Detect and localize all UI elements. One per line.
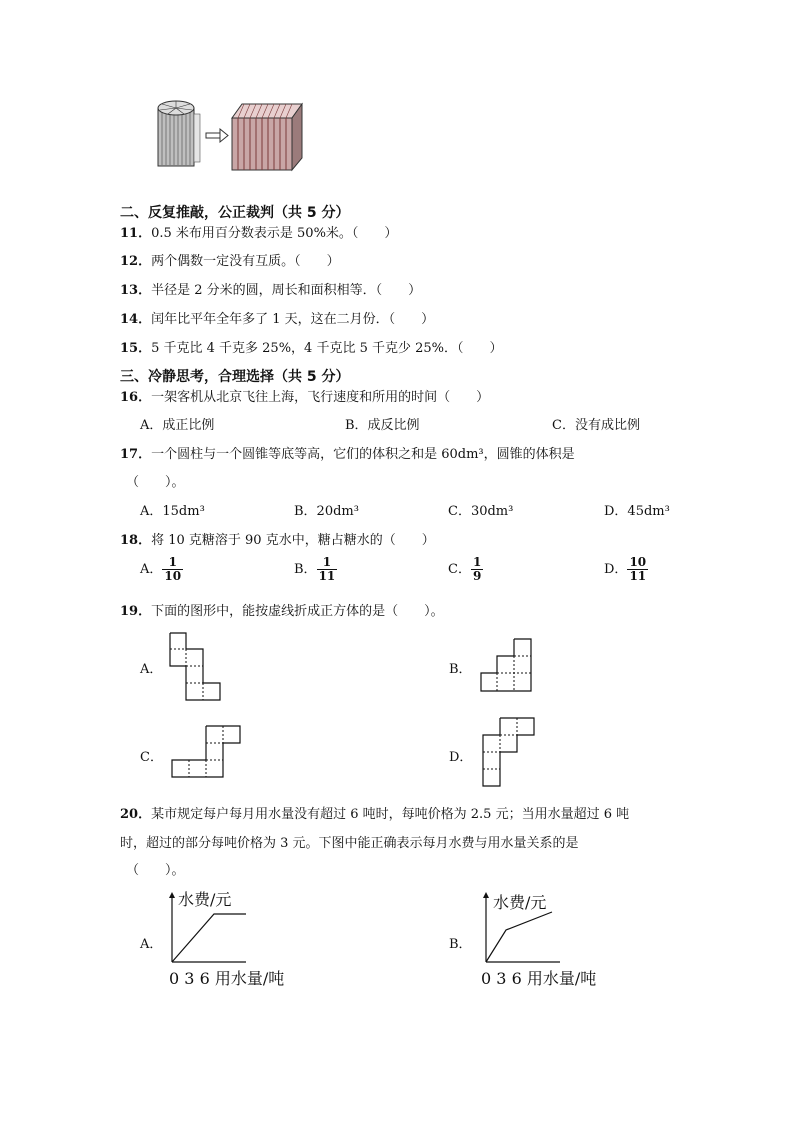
- question-number: 17．: [120, 447, 152, 462]
- denominator: 11: [629, 569, 647, 583]
- cube-net-c: [170, 724, 244, 780]
- q18-option-d: [604, 556, 648, 583]
- q17-option-c: C．30dm³: [448, 504, 514, 519]
- graph-a-ylabel: 水费/元: [178, 890, 232, 909]
- q19-label-d: D．: [449, 750, 473, 765]
- q19-label-b: B．: [449, 662, 472, 677]
- graph-b-line: [486, 912, 552, 962]
- tick-label: 0: [481, 969, 492, 988]
- tick-label: 3: [184, 969, 195, 988]
- tick-label: 3: [496, 969, 507, 988]
- cube-net-d: [481, 716, 537, 790]
- option-label: B．: [294, 562, 317, 577]
- question-17-blank: （ ）。: [126, 475, 185, 490]
- section3-heading: 三、冷静思考，合理选择（共 5 分）: [120, 369, 350, 385]
- cube-net-a: [168, 631, 224, 703]
- graph-a: [166, 892, 256, 967]
- question-16: [120, 386, 489, 405]
- question-14: [120, 308, 434, 327]
- question-20: [120, 803, 629, 822]
- q18-option-c: [448, 556, 483, 583]
- question-text: 某市规定每户每月用水量没有超过 6 吨时，每吨价格为 2.5 元；当用水量超过 6 吨: [151, 807, 630, 822]
- question-text: 下面的图形中，能按虚线折成正方体的是（ ）。: [151, 604, 444, 619]
- question-text: 闰年比平年全年多了 1 天，这在二月份．（ ）: [151, 312, 435, 327]
- graph-a-xlabel: 用水量/吨: [214, 969, 285, 988]
- question-12: [120, 250, 340, 269]
- question-number: 20．: [120, 807, 152, 822]
- denominator: 10: [164, 569, 182, 583]
- question-17: [120, 443, 575, 462]
- option-label: A．: [140, 562, 163, 577]
- question-text: 半径是 2 分米的圆，周长和面积相等．（ ）: [151, 283, 422, 298]
- denominator: 9: [472, 569, 482, 583]
- question-18: [120, 529, 435, 548]
- question-number: 16．: [120, 390, 152, 405]
- denominator: 11: [318, 569, 336, 583]
- question-text: 两个偶数一定没有互质。（ ）: [151, 254, 340, 269]
- question-number: 15．: [120, 341, 152, 356]
- graph-b: [480, 892, 570, 967]
- cuboid-icon: [232, 104, 302, 170]
- numerator: 10: [629, 555, 647, 569]
- q18-option-a: [140, 556, 183, 583]
- q17-option-b: B．20dm³: [294, 504, 359, 519]
- question-text: 0.5 米布用百分数表示是 50%米。（ ）: [151, 226, 398, 241]
- option-label: C．: [448, 562, 471, 577]
- arrow-right-icon: [206, 129, 228, 142]
- fraction: [317, 556, 338, 583]
- cylinder-to-cuboid-figure: [150, 98, 310, 173]
- question-number: 12．: [120, 254, 152, 269]
- numerator: 1: [472, 555, 482, 569]
- question-15: [120, 337, 503, 356]
- section2-heading: 二、反复推敲，公正裁判（共 5 分）: [120, 205, 350, 221]
- numerator: 1: [317, 556, 338, 570]
- question-number: 19．: [120, 604, 152, 619]
- q20-label-a: A．: [140, 937, 163, 952]
- option-label: D．: [604, 562, 628, 577]
- q17-option-a: A．15dm³: [140, 504, 205, 519]
- question-text: 一个圆柱与一个圆锥等底等高，它们的体积之和是 60dm³，圆锥的体积是: [151, 447, 575, 462]
- q19-label-c: C．: [140, 750, 163, 765]
- question-number: 14．: [120, 312, 152, 327]
- question-20-blank: （ ）。: [126, 863, 185, 878]
- fraction: [627, 556, 648, 583]
- tick-label: 0: [169, 969, 180, 988]
- q16-option-c: C．没有成比例: [552, 418, 640, 433]
- q18-option-b: [294, 556, 337, 583]
- question-number: 11．: [120, 226, 152, 241]
- tick-label: 6: [199, 969, 210, 988]
- question-text: 5 千克比 4 千克多 25%，4 千克比 5 千克少 25%．（ ）: [151, 341, 503, 356]
- numerator: 1: [162, 556, 183, 570]
- tick-label: 6: [511, 969, 522, 988]
- cube-net-b: [479, 637, 535, 693]
- question-number: 13．: [120, 283, 152, 298]
- graph-b-ylabel: 水费/元: [493, 893, 547, 912]
- graph-a-xaxis: [169, 966, 284, 989]
- question-13: [120, 279, 421, 298]
- q17-option-d: D．45dm³: [604, 504, 670, 519]
- cylinder-icon: [158, 101, 200, 166]
- graph-b-xaxis: [481, 966, 596, 989]
- fraction: [471, 556, 483, 583]
- question-20-line2: 时，超过的部分每吨价格为 3 元。下图中能正确表示每月水费与用水量关系的是: [120, 836, 579, 851]
- question-11: [120, 222, 397, 241]
- graph-a-line: [172, 914, 246, 962]
- question-text: 将 10 克糖溶于 90 克水中，糖占糖水的（ ）: [151, 533, 435, 548]
- q16-option-b: B．成反比例: [345, 418, 420, 433]
- q16-option-a: A．成正比例: [140, 418, 215, 433]
- graph-b-xlabel: 用水量/吨: [526, 969, 597, 988]
- question-number: 18．: [120, 533, 152, 548]
- q19-label-a: A．: [140, 662, 163, 677]
- question-text: 一架客机从北京飞往上海，飞行速度和所用的时间（ ）: [151, 390, 490, 405]
- q20-label-b: B．: [449, 937, 472, 952]
- fraction: [162, 556, 183, 583]
- question-19: [120, 600, 444, 619]
